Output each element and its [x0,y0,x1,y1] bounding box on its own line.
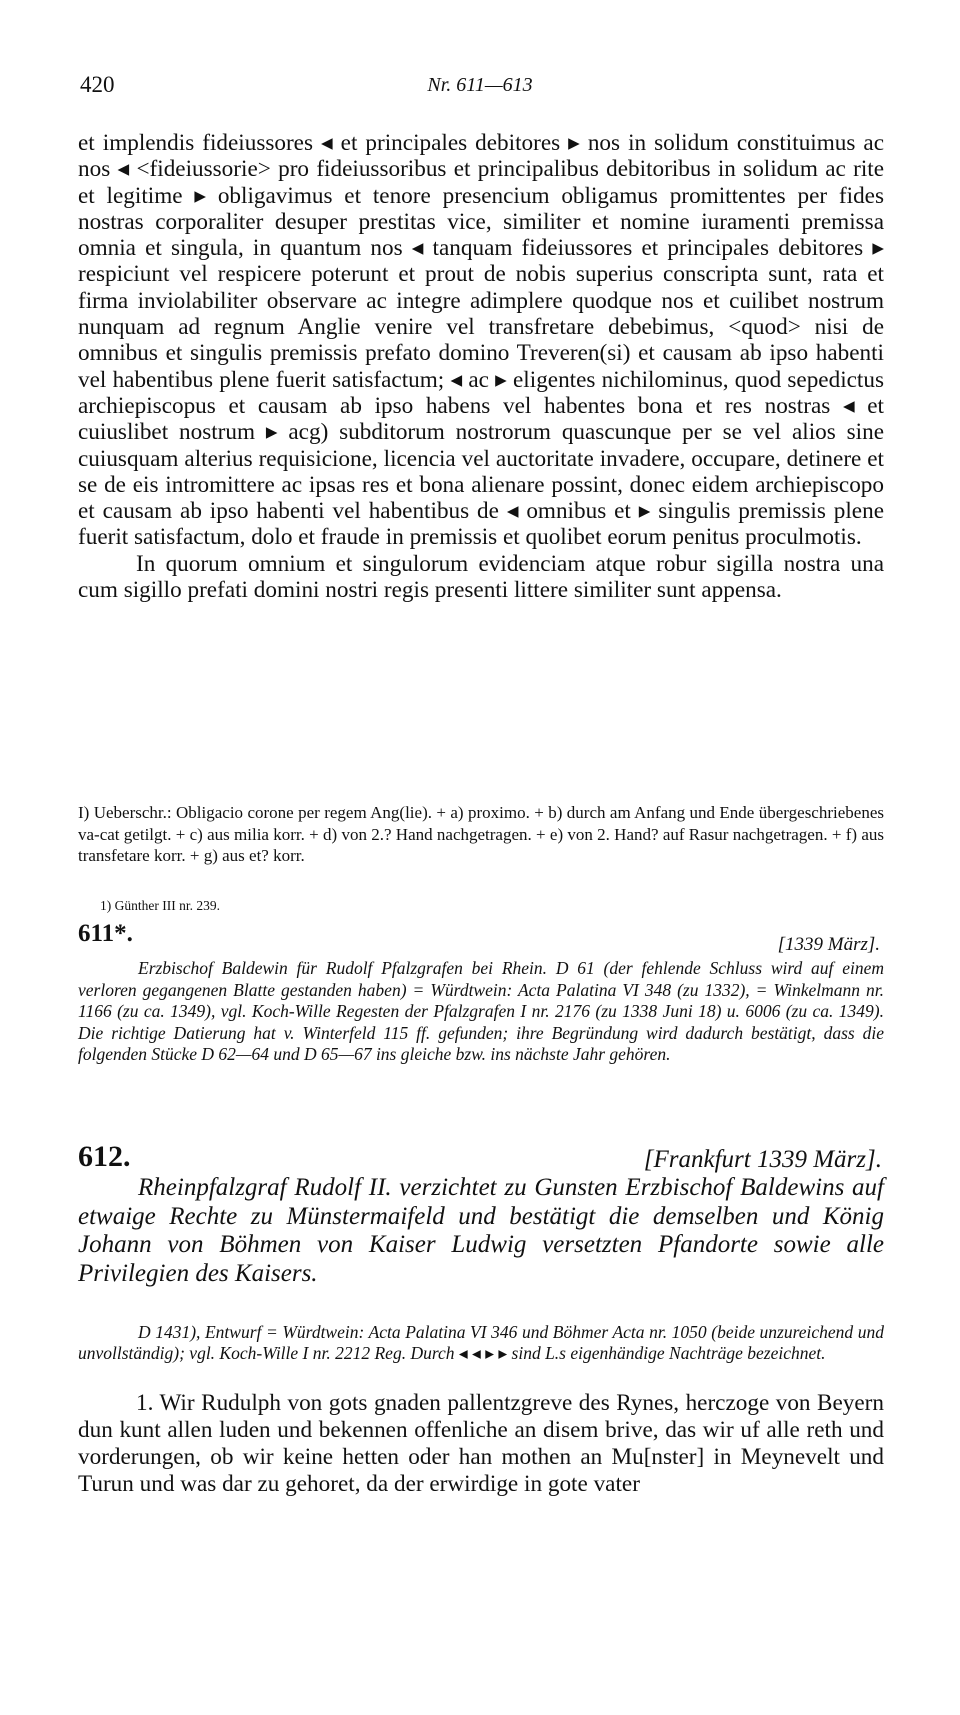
page-number: 420 [80,72,115,97]
critical-apparatus: I) Ueberschr.: Obligacio corone per regem Ang(lie). + a) proximo. + b) durch am Anfang und Ende übergeschriebenes va-cat getilgt. + c) aus milia korr. + d) von 2.? Hand nachgetragen. + e) von 2. Hand? auf Rasur nachgetragen. + f) aus transfetare korr. + g) aus et? korr. [78,803,884,865]
main-paragraph-2: In quorum omnium et singulorum evidenciam atque robur sigilla nostra una cum sigillo prefati domini nostri regis presenti littere similiter sunt appensa. [78,550,884,604]
main-text [78,130,884,603]
footnote: 1) Günther III nr. 239. [100,898,220,913]
main-paragraph-1: et implendis fideiussores ◂ et principales debitores ▸ nos in solidum constituimus ac nos ◂ <fideiussorie> pro fideiussoribus et principalibus debitoribus in solidum ac rite et legitime ▸ obligavimus et tenore presencium obligamus promittentes per fides nostras corporaliter desuper prestitas vice, similiter et nomine iuramenti premissa omnia et singula, in quantum nos ◂ tanquam fideiussores et principales debitores ▸ respiciunt vel respicere poterunt et prout de nobis superius conscripta sunt, rata et firma inviolabiliter observare ac integre adimplere quodque nos et cuilibet nostrum nunquam ad regnum Anglie venire vel transfretare debebimus, <quod> nisi de omnibus et singulis premissis prefato domino Treveren(si) et causam ab ipso habenti vel habentibus plene fuerit satisfactum; ◂ ac ▸ eligentes nichilominus, quod sepedictus archiepiscopus et causam ab ipso habens vel habentes bona et res nostras ◂ et cuiuslibet nostrum ▸ acg) subditorum nostrorum quascunque per se vel alios sine cuiusquam alterius requisicione, licencia vel auctoritate invadere, occupare, detinere et se de eis intromittere ac ipsas res et bona alienare possint, donec eidem archiepiscopo et causam ab ipso habenti vel habentibus de ◂ omnibus et ▸ singulis premissis plene fuerit satisfactum, dolo et fraude in premissis et quolibet eorum penitus proculmotis. [78,130,884,551]
entry-612-text: 1. Wir Rudulph von gots gnaden pallentzgreve des Rynes, herczoge von Beyern dun kunt allen luden und bekennen offenliche an disem brive, das wir uf alle reth und vorderungen, ob wir keine hetten oder han mothen an Mu[nster] in Meynevelt und Turun und was dar zu gehoret, da der erwirdige in gote vater [78,1390,884,1497]
entry-611-regest: Erzbischof Baldewin für Rudolf Pfalzgrafen bei Rhein. D 61 (der fehlende Schluss wird auf einem verloren gegangenen Blatte gestanden haben) = Würdtwein: Acta Palatina VI 348 (zu 1332), = Winkelmann nr. 1166 (zu ca. 1349), vgl. Koch-Wille Regesten der Pfalzgrafen I nr. 2176 (zu 1338 Juni 18) u. 6006 (zu ca. 1349). Die richtige Datierung hat v. Winterfeld 115 ff. gefunden; ihre Begründung wird dadurch bestätigt, dass die folgenden Stücke D 62—64 und D 65—67 ins gleiche bzw. ins nächste Jahr gehören. [78,958,884,1064]
entry-611-date: [1339 März]. [777,934,880,955]
entry-612-source: D 1431), Entwurf = Würdtwein: Acta Palatina VI 346 und Böhmer Acta nr. 1050 (beide unzureichend und unvollständig); vgl. Koch-Wille I nr. 2212 Reg. Durch ◂ ◂ ▸ ▸ sind L.s eigenhändige Nachträge bezeichnet. [78,1322,884,1363]
entry-612-title: Rheinpfalzgraf Rudolf II. verzichtet zu Gunsten Erzbischof Baldewins auf etwaige Rechte zu Münstermaifeld und bestätigt die demselben und König Johann von Böhmen von Kaiser Ludwig versetzten Pfandorte sowie alle Privilegien des Kaisers. [78,1174,884,1287]
entry-611-number: 611*. [78,920,133,947]
entry-612-number: 612. [78,1140,131,1173]
running-head: Nr. 611—613 [427,74,533,96]
page-header [80,72,880,102]
entry-612-date: [Frankfurt 1339 März]. [643,1146,882,1173]
